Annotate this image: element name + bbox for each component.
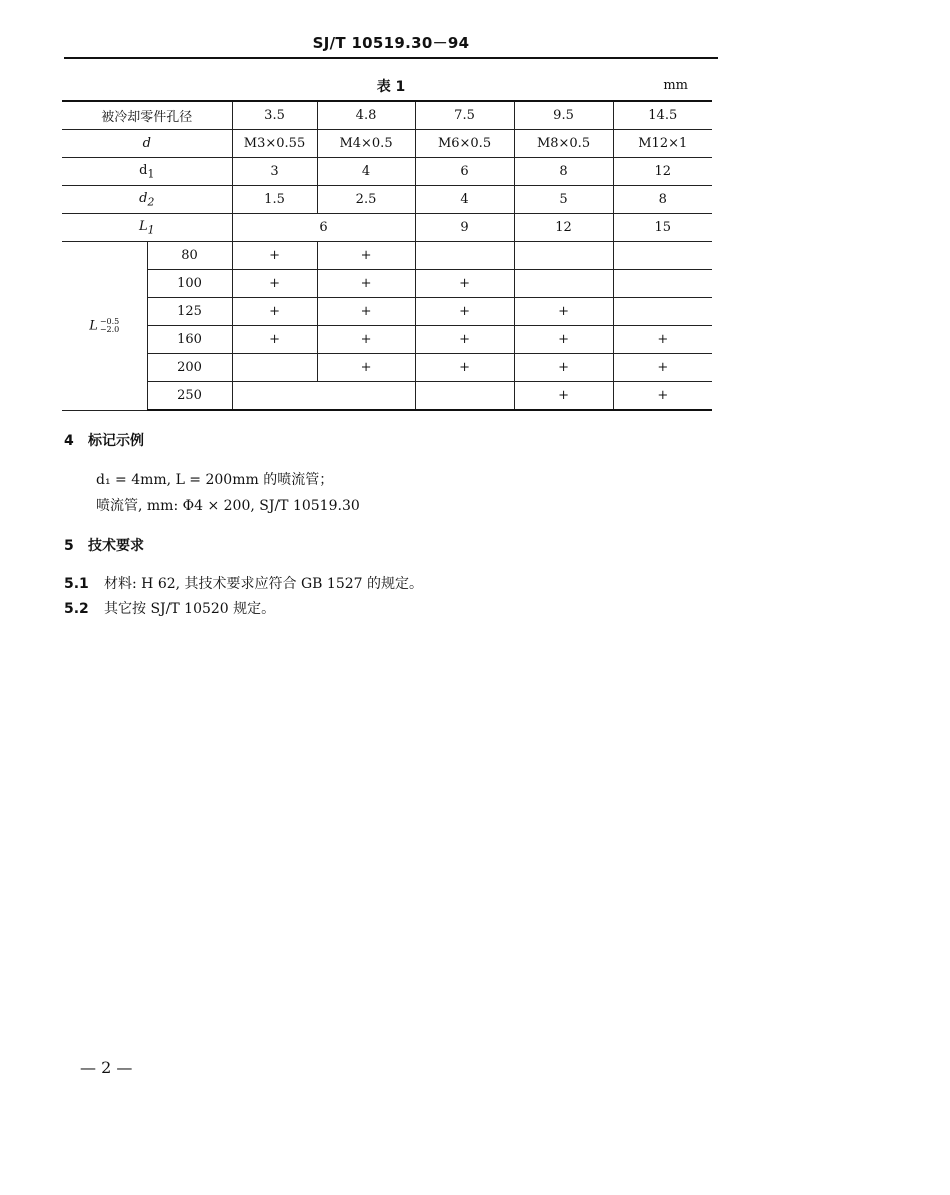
table-cell: M3×0.55 [232,130,317,158]
table-cell: + [415,354,514,382]
spec-table [62,100,712,411]
table-cell: 5 [514,186,613,214]
row-label-L1-subscript: 1 [147,223,155,237]
length-label: 80 [147,242,232,270]
table-cell: 4 [317,158,415,186]
clause-text: 材料: H 62, 其技术要求应符合 GB 1527 的规定。 [104,576,423,592]
table-cell [613,242,712,270]
table-cell: M4×0.5 [317,130,415,158]
row-label-d2-symbol: d [139,190,148,206]
row-label-L [62,242,147,411]
table-cell: 12 [613,158,712,186]
table-cell: 15 [613,214,712,242]
tolerance-lower: −2.0 [99,324,120,334]
row-label-L1 [62,214,232,242]
tolerance-upper: −0.5 [99,316,120,326]
table-cell: 14.5 [613,101,712,130]
table-cell [232,382,415,411]
section-4-heading [64,430,144,450]
table-row-d2 [62,186,712,214]
table-cell: + [514,354,613,382]
length-label: 160 [147,326,232,354]
table-cell: 12 [514,214,613,242]
table-cell [415,382,514,411]
length-label: 125 [147,298,232,326]
table-cell [514,270,613,298]
table-cell: + [415,326,514,354]
table-cell: + [232,298,317,326]
row-label-d1-subscript: 1 [147,167,155,181]
row-label-d1-symbol: d [139,162,148,178]
document-code-header: SJ/T 10519.30－94 [312,34,470,52]
length-label: 250 [147,382,232,411]
table-row-L-100 [62,270,712,298]
table-row-L-160 [62,326,712,354]
section-5-heading [64,535,144,555]
table-row-d1 [62,158,712,186]
table-cell: 3.5 [232,101,317,130]
header-rule [64,57,718,59]
table-cell [232,354,317,382]
row-label-L-symbol: L [89,318,98,334]
table-row-L1 [62,214,712,242]
table-cell: + [232,242,317,270]
table-cell: + [514,298,613,326]
table-cell: 8 [613,186,712,214]
table-unit: mm [663,78,688,93]
table-cell: + [317,270,415,298]
clause-text: 其它按 SJ/T 10520 规定。 [104,601,276,617]
table-cell: 9 [415,214,514,242]
clause-5-2 [64,598,275,618]
marking-example-line-2: 喷流管, mm: Φ4 × 200, SJ/T 10519.30 [96,498,360,514]
row-label-L1-symbol: L [138,218,148,234]
table-cell [514,242,613,270]
table-row-L-80 [62,242,712,270]
table-cell: + [317,242,415,270]
section-title: 标记示例 [88,433,144,449]
table-cell: + [317,354,415,382]
table-cell: + [415,270,514,298]
row-label-d2 [62,186,232,214]
table-cell: + [613,326,712,354]
section-number: 4 [64,433,74,449]
table-cell: + [232,270,317,298]
table-caption-row [64,76,718,96]
table-cell: M12×1 [613,130,712,158]
table-row-L-125 [62,298,712,326]
table-cell: + [232,326,317,354]
table-cell: + [514,326,613,354]
table-cell [613,298,712,326]
table-cell [415,242,514,270]
section-title: 技术要求 [88,538,144,554]
table-cell [613,270,712,298]
table-cell: + [317,298,415,326]
marking-example-line-1: d₁ = 4mm, L = 200mm 的喷流管； [96,472,334,488]
table-row-L-200 [62,354,712,382]
table-row-d [62,130,712,158]
table-cell: 4 [415,186,514,214]
table-cell: M6×0.5 [415,130,514,158]
page-number: — 2 — [80,1058,133,1077]
clause-number: 5.2 [64,601,89,617]
row-label-d: d [62,130,232,158]
table-cell: 4.8 [317,101,415,130]
table-row-hole-diameter [62,101,712,130]
table-cell: + [415,298,514,326]
table-cell: 3 [232,158,317,186]
section-number: 5 [64,538,74,554]
clause-number: 5.1 [64,576,89,592]
table-cell: 9.5 [514,101,613,130]
table-cell: 1.5 [232,186,317,214]
table-cell: 2.5 [317,186,415,214]
table-cell: + [317,326,415,354]
tolerance-stack [100,318,119,334]
table-cell: + [514,382,613,411]
row-label-d1 [62,158,232,186]
row-label-hole-diameter: 被冷却零件孔径 [62,101,232,130]
length-label: 100 [147,270,232,298]
table-cell: 8 [514,158,613,186]
row-label-d2-subscript: 2 [147,195,155,209]
table-cell: M8×0.5 [514,130,613,158]
table-cell: + [613,382,712,411]
table-cell: 7.5 [415,101,514,130]
clause-5-1 [64,573,423,593]
table-cell: 6 [232,214,415,242]
length-label: 200 [147,354,232,382]
table-cell: + [613,354,712,382]
table-cell: 6 [415,158,514,186]
table-row-L-250 [62,382,712,411]
table-title: 表 1 [376,79,406,95]
